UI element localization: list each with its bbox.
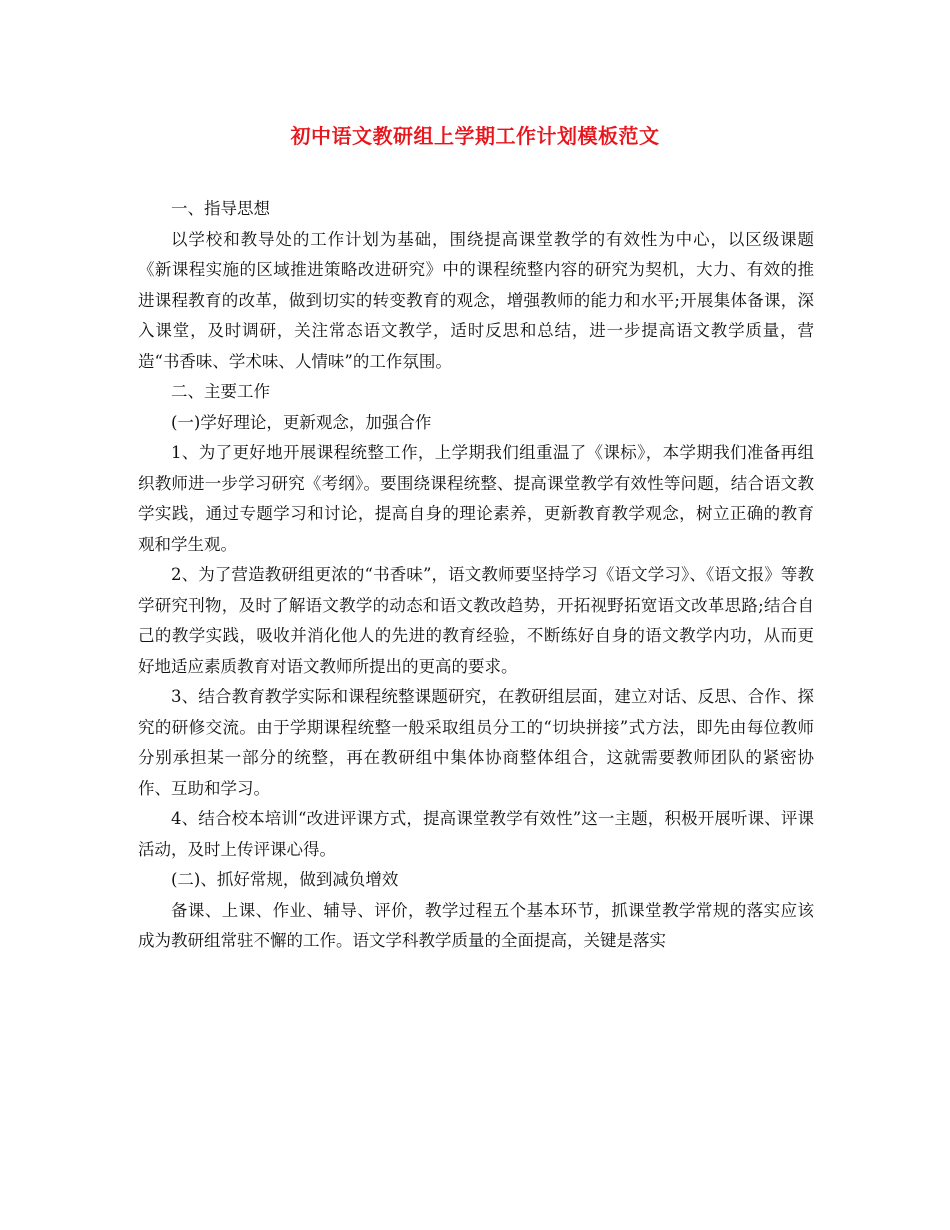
subheading-routine-work: (二)、抓好常规，做到减负增效 (171, 870, 399, 889)
paragraph-item-4: 4、结合校本培训“改进评课方式，提高课堂教学有效性”这一主题，积极开展听课、评课活动，及时上传评课心得。 (138, 809, 814, 859)
paragraph-item-1: 1、为了更好地开展课程统整工作，上学期我们组重温了《课标》，本学期我们准备再组织教师进一步学习研究《考纲》。要围绕课程统整、提高课堂教学有效性等问题，结合语文教学实践，通过专题学习和讨论，提高自身的理论素养，更新教育教学观念，树立正确的教育观和学生观。 (138, 443, 814, 554)
paragraph-item-2: 2、为了营造教研组更浓的“书香味”，语文教师要坚持学习《语文学习》、《语文报》等教学研究刊物，及时了解语文教学的动态和语文教改趋势，开拓视野拓宽语文改革思路;结合自己的教学实践，吸收并消化他人的先进的教育经验，不断练好自身的语文教学内功，从而更好地适应素质教育对语文教师所提出的更高的要求。 (138, 565, 814, 676)
document-title: 初中语文教研组上学期工作计划模板范文 (290, 124, 660, 148)
paragraph-item-3: 3、结合教育教学实际和课程统整课题研究，在教研组层面，建立对话、反思、合作、探究的研修交流。由于学期课程统整一般采取组员分工的“切块拼接”式方法，即先由每位教师分别承担某一部分的统整，再在教研组中集体协商整体组合，这就需要教师团队的紧密协作、互助和学习。 (138, 687, 814, 798)
subheading-theory-study: (一)学好理论，更新观念，加强合作 (171, 412, 432, 432)
paragraph-guiding-ideology: 以学校和教导处的工作计划为基础，围绕提高课堂教学的有效性为中心，以区级课题《新课程实施的区域推进策略改进研究》中的课程统整内容的研究为契机，大力、有效的推进课程教育的改革，做到切实的转变教育的观念，增强教师的能力和水平;开展集体备课，深入课堂，及时调研，关注常态语文教学，适时反思和总结，进一步提高语文教学质量，营造“书香味、学术味、人情味”的工作氛围。 (138, 229, 814, 371)
section-heading-main-work: 二、主要工作 (171, 382, 270, 401)
section-heading-guiding-ideology: 一、指导思想 (171, 199, 270, 218)
paragraph-routine-work: 备课、上课、作业、辅导、评价，教学过程五个基本环节，抓课堂教学常规的落实应该成为教研组常驻不懈的工作。语文学科教学质量的全面提高，关键是落实 (138, 900, 814, 950)
document-body (138, 194, 814, 957)
